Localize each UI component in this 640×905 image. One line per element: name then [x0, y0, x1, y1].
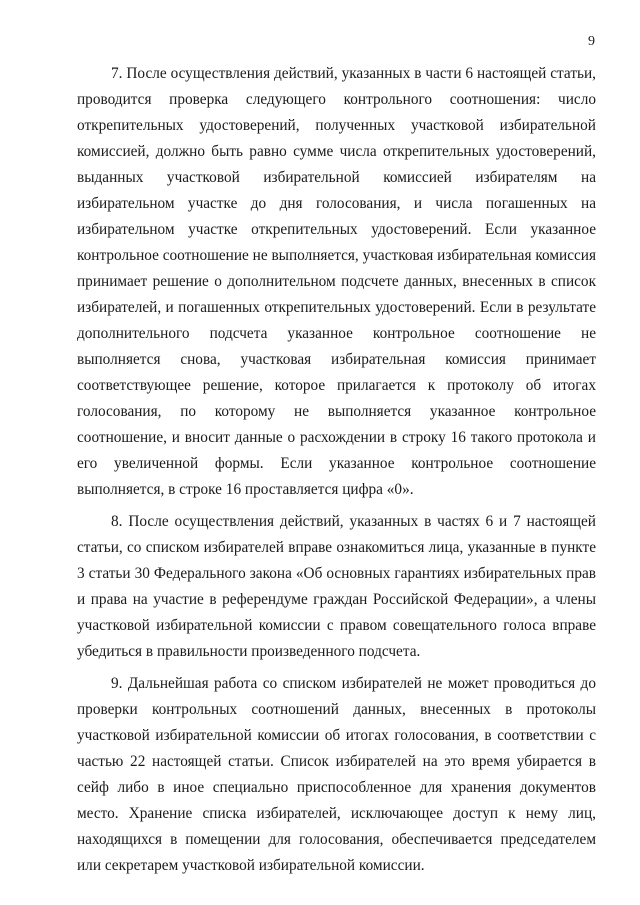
paragraph-7: 7. После осуществления действий, указанных в части 6 настоящей статьи, проводится проверка следующего контрольного соотношения: число открепительных удостоверений, полученных участковой избирательной комиссией, должно быть равно сумме числа открепительных удостоверений, выданных участковой избирательной комиссией избирателям на избирательном участке до дня голосования, и числа погашенных на избирательном участке открепительных удостоверений. Если указанное контрольное соотношение не выполняется, участковая избирательная комиссия принимает решение о дополнительном подсчете данных, внесенных в список избирателей, и погашенных открепительных удостоверений. Если в результате дополнительного подсчета указанное контрольное соотношение не выполняется снова, участковая избирательная комиссия принимает соответствующее решение, которое прилагается к протоколу об итогах голосования, по которому не выполняется указанное контрольное соотношение, и вносит данные о расхождении в строку 16 такого протокола и его увеличенной формы. Если указанное контрольное соотношение выполняется, в строке 16 проставляется цифра «0». [77, 65, 597, 498]
page-number: 9 [588, 34, 595, 49]
paragraph-8: 8. После осуществления действий, указанных в частях 6 и 7 настоящей статьи, со списком избирателей вправе ознакомиться лица, указанные в пункте 3 статьи 30 Федерального закона «Об основных гарантиях избирательных прав и права на участие в референдуме граждан Российской Федерации», а члены участковой избирательной комиссии с правом совещательного голоса вправе убедиться в правильности произведенного подсчета. [77, 513, 596, 660]
paragraph-9: 9. Дальнейшая работа со списком избирателей не может проводиться до проверки контрольных соотношений данных, внесенных в протоколы участковой избирательной комиссии об итогах голосования, в соответствии с частью 22 настоящей статьи. Список избирателей на это время убирается в сейф либо в иное специально приспособленное для хранения документов место. Хранение списка избирателей, исключающее доступ к нему лиц, находящихся в помещении для голосования, обеспечивается председателем или секретарем участковой избирательной комиссии. [77, 675, 596, 874]
document-body [77, 61, 596, 885]
